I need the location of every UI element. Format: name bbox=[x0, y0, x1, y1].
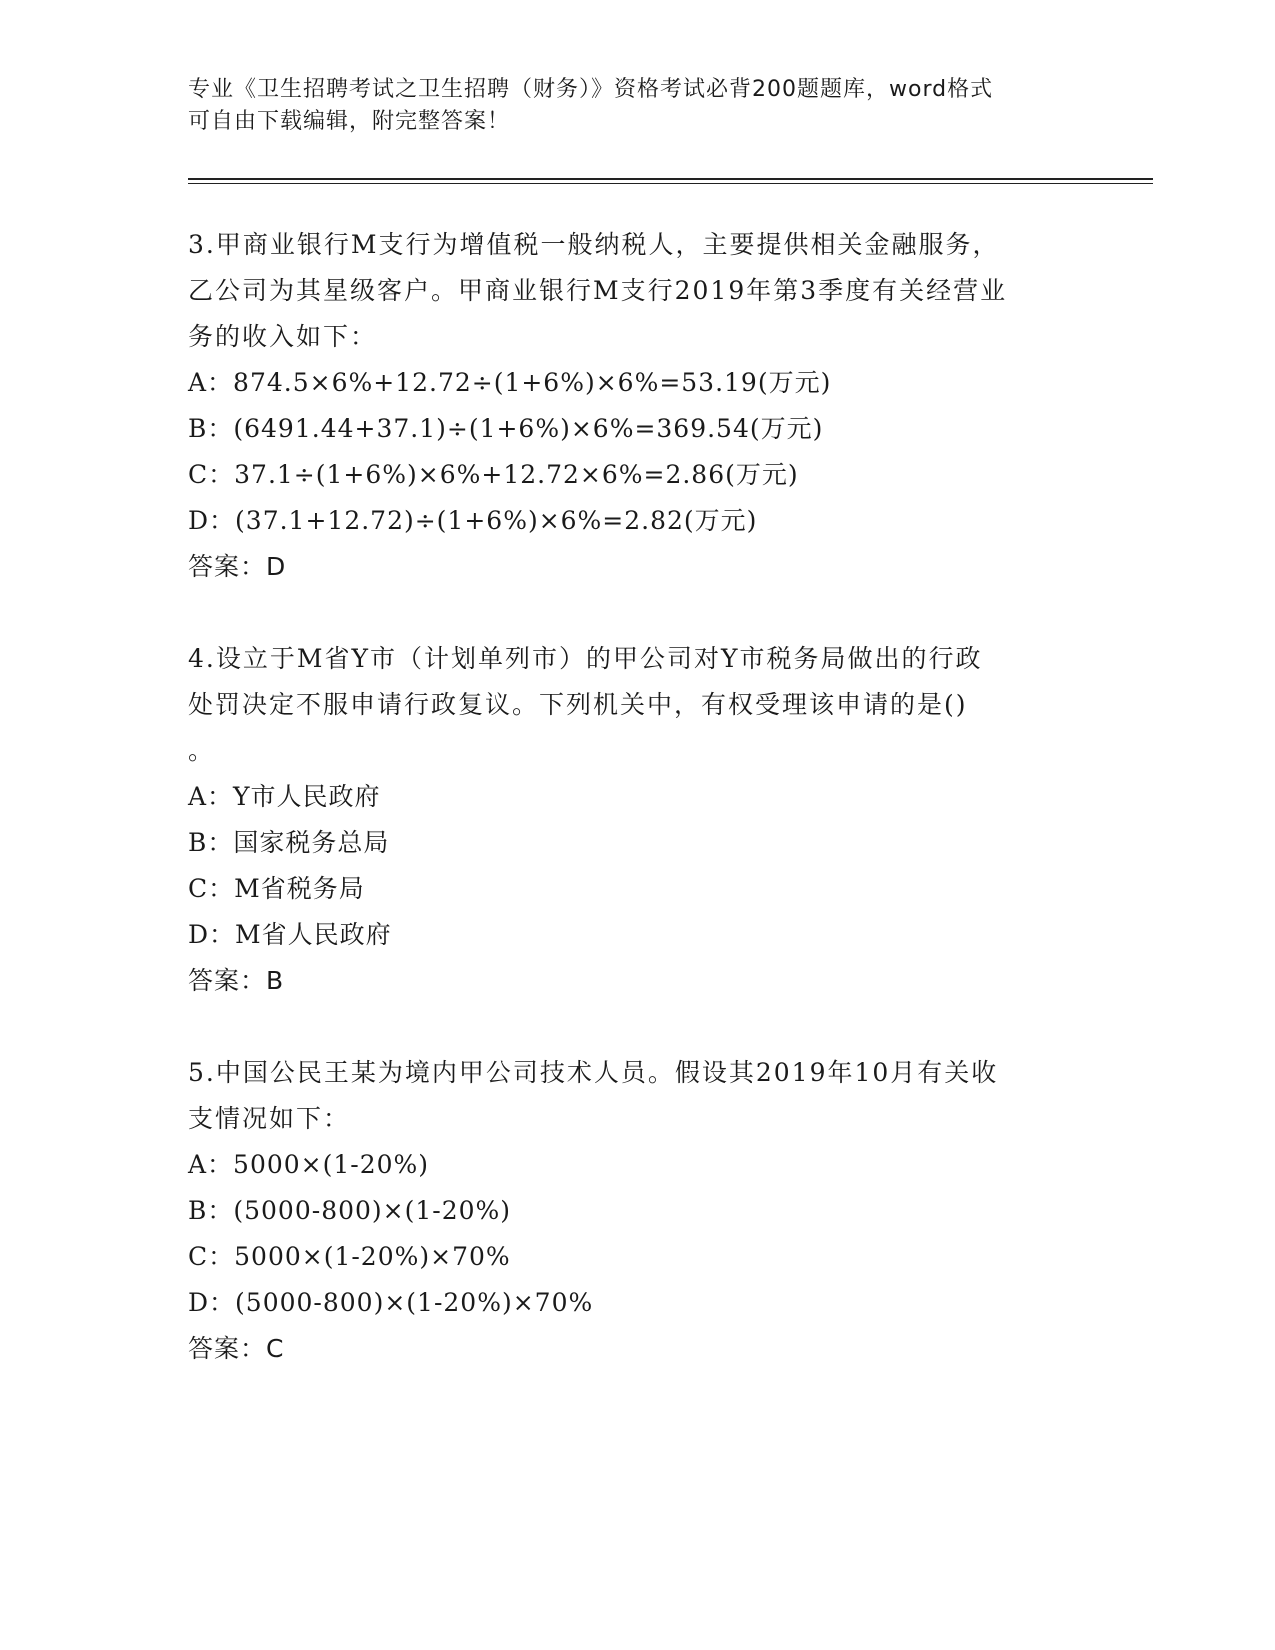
option-b: B：国家税务总局 bbox=[188, 828, 390, 857]
header-divider-thin bbox=[188, 183, 1153, 184]
option-a: A：Y市人民政府 bbox=[188, 782, 381, 811]
option-c: C：37.1÷(1+6%)×6%+12.72×6%=2.86(万元) bbox=[188, 460, 799, 489]
question-3 bbox=[188, 222, 1088, 590]
answer-line: 答案：D bbox=[188, 552, 287, 581]
question-stem-line: 乙公司为其星级客户。甲商业银行M支行2019年第3季度有关经营业 bbox=[188, 276, 1008, 305]
question-stem-line: 。 bbox=[188, 736, 216, 765]
option-c: C：M省税务局 bbox=[188, 874, 365, 903]
question-4 bbox=[188, 636, 1088, 1004]
question-stem-line: 4.设立于M省Y市（计划单列市）的甲公司对Y市税务局做出的行政 bbox=[188, 644, 983, 673]
document-header bbox=[188, 74, 1068, 138]
option-c: C：5000×(1-20%)×70% bbox=[188, 1242, 511, 1271]
question-stem-line: 处罚决定不服申请行政复议。下列机关中，有权受理该申请的是() bbox=[188, 690, 968, 719]
question-stem-line: 3.甲商业银行M支行为增值税一般纳税人，主要提供相关金融服务， bbox=[188, 230, 1000, 259]
option-a: A：5000×(1-20%) bbox=[188, 1150, 430, 1179]
answer-line: 答案：B bbox=[188, 966, 285, 995]
header-line-1: 专业《卫生招聘考试之卫生招聘（财务）》资格考试必背200题题库，word格式 bbox=[188, 77, 994, 102]
option-b: B：(5000-800)×(1-20%) bbox=[188, 1196, 512, 1225]
question-stem-line: 5.中国公民王某为境内甲公司技术人员。假设其2019年10月有关收 bbox=[188, 1058, 999, 1087]
option-a: A：874.5×6%+12.72÷(1+6%)×6%=53.19(万元) bbox=[188, 368, 832, 397]
option-b: B：(6491.44+37.1)÷(1+6%)×6%=369.54(万元) bbox=[188, 414, 824, 443]
answer-line: 答案：C bbox=[188, 1334, 285, 1363]
header-line-2: 可自由下载编辑，附完整答案！ bbox=[188, 109, 511, 134]
option-d: D：(5000-800)×(1-20%)×70% bbox=[188, 1288, 594, 1317]
question-stem-line: 支情况如下： bbox=[188, 1104, 351, 1133]
question-stem-line: 务的收入如下： bbox=[188, 322, 378, 351]
header-divider bbox=[188, 178, 1153, 180]
question-5 bbox=[188, 1050, 1088, 1372]
option-d: D：(37.1+12.72)÷(1+6%)×6%=2.82(万元) bbox=[188, 506, 758, 535]
option-d: D：M省人民政府 bbox=[188, 920, 392, 949]
